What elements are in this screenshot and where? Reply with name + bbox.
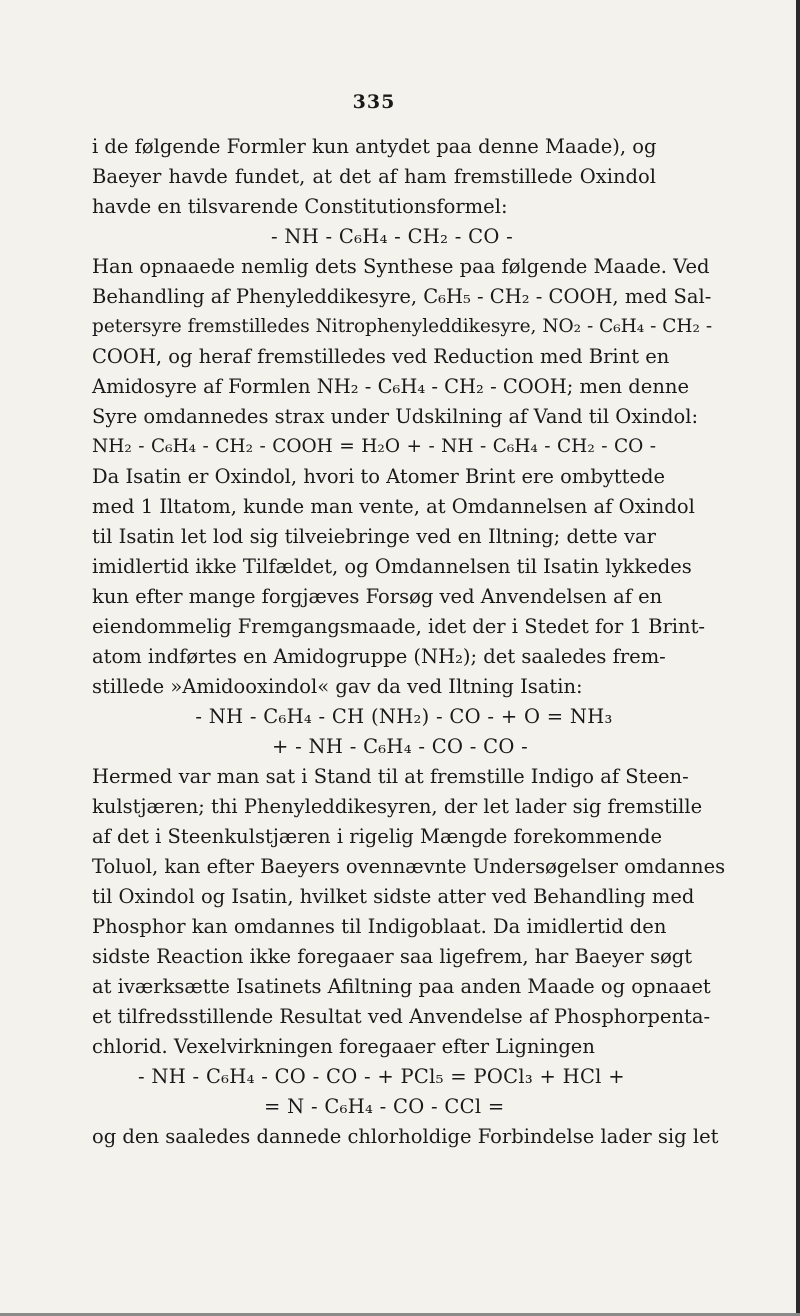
text-line: COOH, og heraf fremstilledes ved Reduction med Brint en — [92, 345, 670, 368]
text-line: petersyre fremstilledes Nitrophenyleddikesyre, NO₂ - C₆H₄ - CH₂ - — [92, 316, 713, 337]
text-line: Hermed var man sat i Stand til at fremstille Indigo af Steen- — [92, 765, 689, 788]
text-line: med 1 Iltatom, kunde man vente, at Omdannelsen af Oxindol — [92, 495, 695, 518]
text-line: et tilfredsstillende Resultat ved Anvendelse af Phosphorpenta- — [92, 1005, 711, 1028]
text-line: Behandling af Phenyleddikesyre, C₆H₅ - CH₂ - COOH, med Sal- — [92, 285, 712, 308]
text-line: Da Isatin er Oxindol, hvori to Atomer Brint ere ombyttede — [92, 465, 666, 488]
book-page — [92, 88, 726, 1152]
text-line: eiendommelig Fremgangsmaade, idet der i Stedet for 1 Brint- — [92, 615, 705, 638]
text-line: Syre omdannedes strax under Udskilning af Vand til Oxindol: — [92, 405, 699, 428]
text-line: chlorid. Vexelvirkningen foregaaer efter Ligningen — [92, 1035, 595, 1058]
text-line: sidste Reaction ikke foregaaer saa ligefrem, har Baeyer søgt — [92, 945, 693, 968]
text-line: Phosphor kan omdannes til Indigoblaat. Da imidlertid den — [92, 915, 667, 938]
formula-line: - NH - C₆H₄ - CO - CO - + PCl₅ = POCl₃ + HCl + — [138, 1065, 625, 1088]
text-line: kun efter mange forgjæves Forsøg ved Anvendelsen af en — [92, 585, 663, 608]
text-line: imidlertid ikke Tilfældet, og Omdannelsen til Isatin lykkedes — [92, 555, 692, 578]
formula-line: NH₂ - C₆H₄ - CH₂ - COOH = H₂O + - NH - C₆H₄ - CH₂ - CO - — [92, 436, 656, 457]
text-line: Han opnaaede nemlig dets Synthese paa følgende Maade. Ved — [92, 255, 710, 278]
text-line: og den saaledes dannede chlorholdige Forbindelse lader sig let — [92, 1125, 719, 1148]
text-line: til Oxindol og Isatin, hvilket sidste atter ved Behandling med — [92, 885, 695, 908]
formula-line: - NH - C₆H₄ - CH₂ - CO - — [270, 225, 513, 248]
text-line: stillede »Amidooxindol« gav da ved Iltning Isatin: — [92, 675, 583, 698]
text-line: til Isatin let lod sig tilveiebringe ved en Iltning; dette var — [92, 525, 656, 548]
text-line: Amidosyre af Formlen NH₂ - C₆H₄ - CH₂ - COOH; men denne — [92, 375, 689, 398]
formula-line: - NH - C₆H₄ - CH (NH₂) - CO - + O = NH₃ — [195, 705, 613, 728]
scan-edge-right — [796, 0, 800, 1316]
formula-line: + - NH - C₆H₄ - CO - CO - — [272, 735, 529, 758]
text-line: i de følgende Formler kun antydet paa denne Maade), og — [92, 135, 657, 158]
page-number: 335 — [352, 91, 396, 113]
text-line: at iværksætte Isatinets Afiltning paa anden Maade og opnaaet — [92, 975, 711, 998]
text-line: havde en tilsvarende Constitutionsformel: — [92, 195, 508, 218]
text-line: atom indførtes en Amidogruppe (NH₂); det saaledes frem- — [92, 645, 666, 668]
text-line: Toluol, kan efter Baeyers ovennævnte Undersøgelser omdannes — [92, 855, 726, 878]
text-line: af det i Steenkulstjæren i rigelig Mængde forekommende — [92, 825, 663, 848]
text-line: Baeyer havde fundet, at det af ham fremstillede Oxindol — [92, 165, 656, 188]
text-line: kulstjæren; thi Phenyleddikesyren, der let lader sig fremstille — [92, 795, 703, 818]
formula-line: = N - C₆H₄ - CO - CCl = — [264, 1095, 505, 1118]
